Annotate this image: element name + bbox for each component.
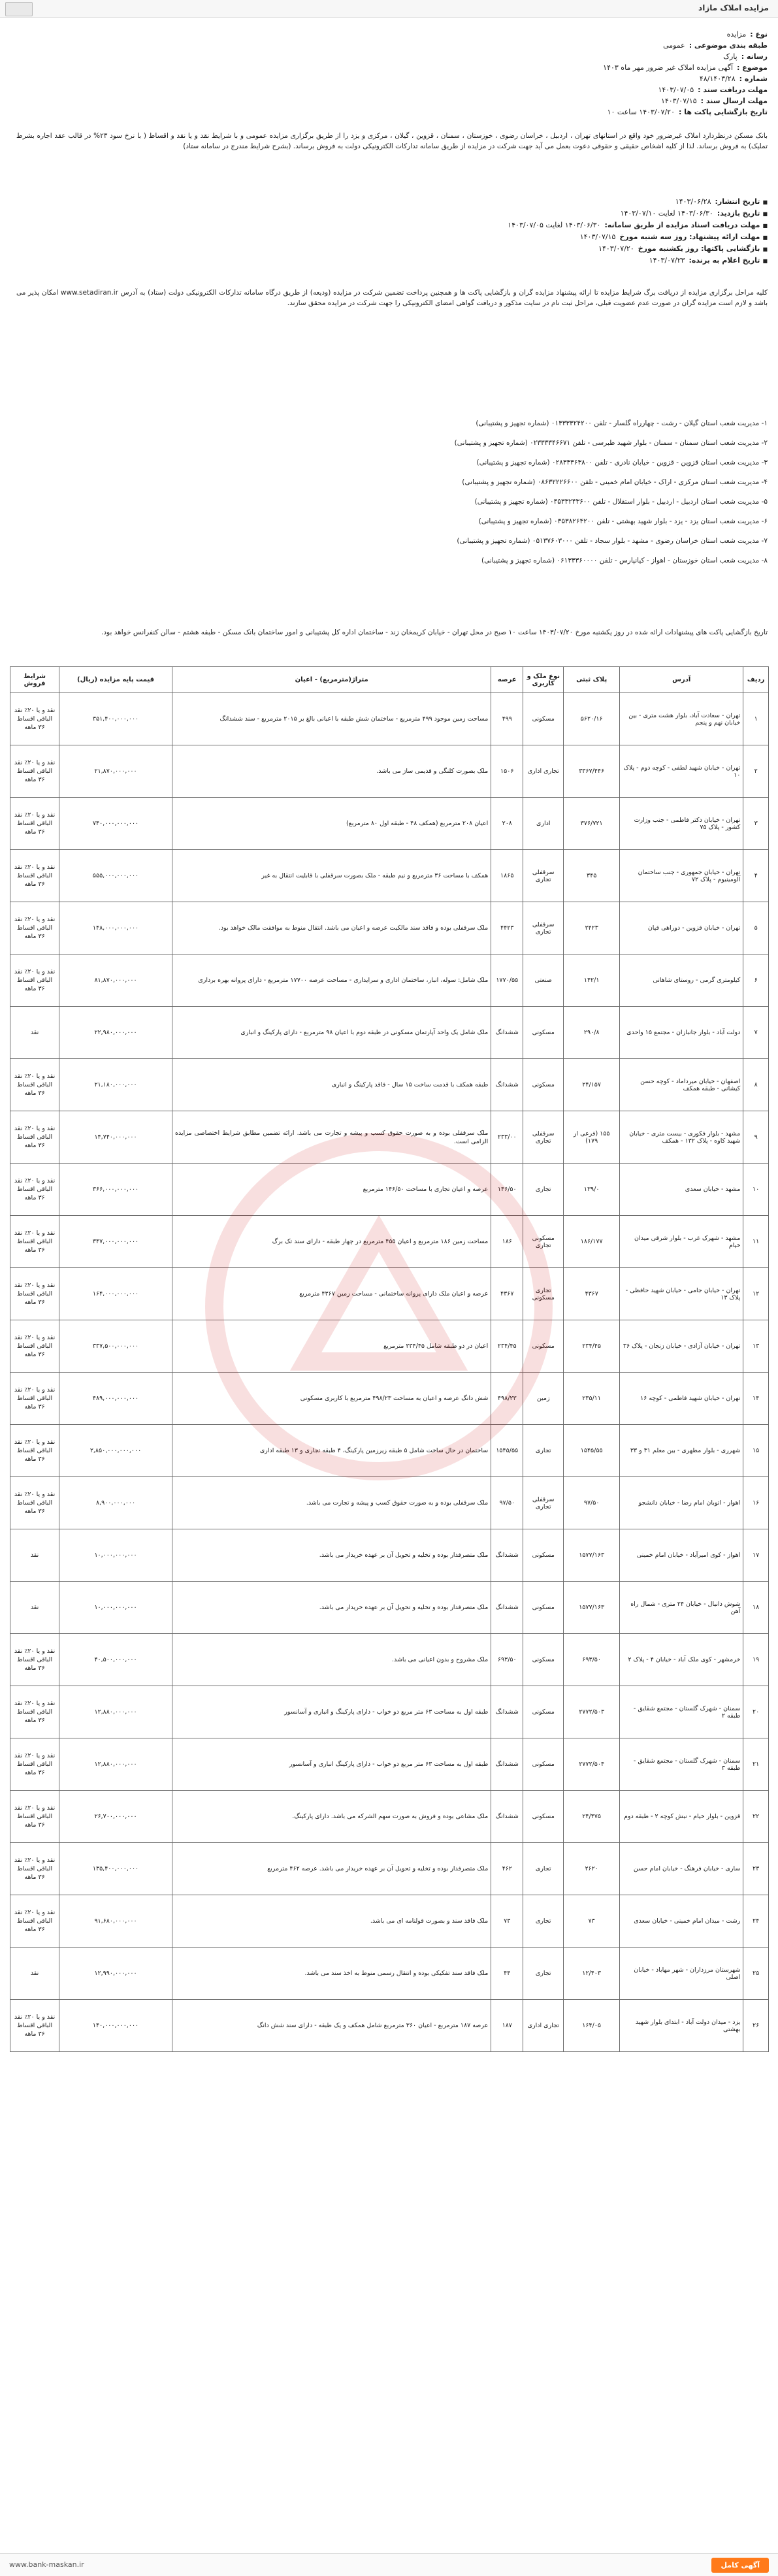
cell-build: طبقه همکف با قدمت ساخت ۱۵ سال - فاقد پارکینگ و انباری bbox=[172, 1059, 491, 1111]
cell-build: ملک فاقد سند و بصورت قولنامه ای می باشد. bbox=[172, 1895, 491, 1948]
date-row bbox=[284, 243, 768, 255]
cell-area: ۶۹۳/۵۰ bbox=[491, 1634, 523, 1686]
cell-use: مسکونی bbox=[523, 693, 564, 745]
cell-plaque: ۱۲/۴۰۳ bbox=[564, 1948, 620, 2000]
cell-terms: نقد و یا ۲۰٪ نقد الباقی اقساط ۳۶ ماهه bbox=[10, 1843, 59, 1895]
cell-build: ملک شامل: سوله، انبار، ساختمان اداری و سرایداری - مساحت عرصه ۱۷۷۰۰ مترمربع - دارای پروانه بهره برداری bbox=[172, 954, 491, 1007]
cell-addr: شوش دانیال - خیابان ۲۴ متری - شمال راه آهن bbox=[620, 1582, 743, 1634]
meta-key: طبقه بندی موضوعی : bbox=[689, 41, 768, 50]
cell-plaque: ۲۴۲۳ bbox=[564, 902, 620, 954]
cell-price: ۱۲,۸۸۰,۰۰۰,۰۰۰ bbox=[59, 1738, 172, 1791]
date-key: ■ تاریخ انتشار: bbox=[715, 196, 768, 208]
cell-terms: نقد و یا ۲۰٪ نقد الباقی اقساط ۳۶ ماهه bbox=[10, 1791, 59, 1843]
cell-price: ۴۰,۵۰۰,۰۰۰,۰۰۰ bbox=[59, 1634, 172, 1686]
date-value: ۱۴۰۳/۰۶/۲۸ bbox=[675, 197, 711, 206]
table-row bbox=[10, 954, 769, 1007]
cell-build: همکف با مساحت ۳۶ مترمربع و نیم طبقه - ملک بصورت سرقفلی با قابلیت انتقال به غیر bbox=[172, 850, 491, 902]
cell-price: ۷۴۰,۰۰۰,۰۰۰,۰۰۰ bbox=[59, 798, 172, 850]
intro-paragraph: بانک مسکن درنظردارد املاک غیرضرور خود واقع در استانهای تهران ، اردبیل ، خراسان رضوی ، خوزستان ، سمنان ، قزوین ، گیلان ، مرکزی و یزد را از طریق برگزاری مزایده عمومی و با شرایط نقد و یا نقد و اقساط ( با نرخ سود ۲۳% در قالب عقد اجاره بشرط تملیک) به فروش برساند. لذا از کلیه اشخاص حقیقی و حقوقی دعوت بعمل می آید جهت شرکت در مزایده از طریق سامانه تدارکات الکترونیکی دولت به فروش برساند. (بشرح شرایط مندرج در سامانه ستاد) bbox=[16, 132, 768, 150]
meta-row bbox=[284, 84, 768, 95]
cell-num: ۱۸ bbox=[743, 1582, 769, 1634]
cell-use: صنعتی bbox=[523, 954, 564, 1007]
cell-plaque: ۲۴/۴۷۵ bbox=[564, 1791, 620, 1843]
cell-build: ساختمان در حال ساخت شامل ۵ طبقه زیرزمین پارکینگ، ۴ طبقه تجاری و ۱۳ طبقه اداری bbox=[172, 1425, 491, 1477]
cell-terms: نقد و یا ۲۰٪ نقد الباقی اقساط ۳۶ ماهه bbox=[10, 1268, 59, 1320]
cell-build: ملک مشاعی بوده و فروش به صورت سهم الشرکه می باشد. دارای پارکینگ. bbox=[172, 1791, 491, 1843]
cell-use: مسکونی bbox=[523, 1529, 564, 1582]
cell-addr: تهران - خیابان شهید فاطمی - کوچه ۱۶ bbox=[620, 1373, 743, 1425]
cell-price: ۵۵۵,۰۰۰,۰۰۰,۰۰۰ bbox=[59, 850, 172, 902]
cell-area: ۱۵۴۵/۵۵ bbox=[491, 1425, 523, 1477]
cell-plaque: ۴۳۶۷ bbox=[564, 1268, 620, 1320]
date-key: ■ مهلت ارائه پیشنهاد: روز سه شنبه مورخ bbox=[619, 231, 768, 243]
dates-list bbox=[284, 196, 768, 267]
date-row bbox=[284, 220, 768, 231]
cell-terms: نقد و یا ۲۰٪ نقد الباقی اقساط ۳۶ ماهه bbox=[10, 2000, 59, 2052]
cell-terms: نقد bbox=[10, 1007, 59, 1059]
cell-plaque: ۱۶۴/۰۵ bbox=[564, 2000, 620, 2052]
cell-terms: نقد و یا ۲۰٪ نقد الباقی اقساط ۳۶ ماهه bbox=[10, 1216, 59, 1268]
cell-price: ۱۴۸,۰۰۰,۰۰۰,۰۰۰ bbox=[59, 902, 172, 954]
cell-plaque: ۱۵۴۵/۵۵ bbox=[564, 1425, 620, 1477]
col-plaque: پلاک ثبتی bbox=[564, 667, 620, 693]
cell-build: اعیان ۲۰۸ مترمربع (همکف ۴۸ - طبقه اول ۸۰ مترمربع) bbox=[172, 798, 491, 850]
cell-terms: نقد و یا ۲۰٪ نقد الباقی اقساط ۳۶ ماهه bbox=[10, 902, 59, 954]
cell-price: ۱۲,۸۸۰,۰۰۰,۰۰۰ bbox=[59, 1686, 172, 1738]
cell-use: تجاری bbox=[523, 1164, 564, 1216]
cell-build: ملک سرقفلی بوده و به صورت حقوق کسب و پیشه و تجارت می باشد. bbox=[172, 1477, 491, 1529]
cell-num: ۱ bbox=[743, 693, 769, 745]
date-value: ۱۴۰۳/۰۷/۱۵ bbox=[579, 233, 616, 241]
cell-addr: شهرستان مرزداران - شهر مهاباد - خیابان اصلی bbox=[620, 1948, 743, 2000]
cell-build: طبقه اول به مساحت ۶۳ متر مربع دو خواب - دارای پارکینگ و انباری و آسانسور bbox=[172, 1686, 491, 1738]
meta-key: شماره : bbox=[739, 74, 768, 83]
cell-price: ۱۴۰,۰۰۰,۰۰۰,۰۰۰ bbox=[59, 2000, 172, 2052]
procedure-paragraph: کلیه مراحل برگزاری مزایده از دریافت برگ شرایط مزایده تا ارائه پیشنهاد مزایده گران و بازگشایی پاکت ها و همچنین پرداخت تضمین شرکت در مزایده (ودیعه) از طریق درگاه سامانه تدارکات الکترونیکی دولت (ستاد) به آدرس www.setadiran.ir امکان پذیر می باشد و لازم است مزایده گران در صورت عدم عضویت قبلی، مراحل ثبت نام در سایت مذکور و دریافت گواهی امضای الکترونیکی را جهت شرکت در مزایده محقق سازند. bbox=[16, 289, 768, 307]
meta-value: پارک bbox=[723, 52, 737, 61]
cell-plaque: ۲۴/۱۵۷ bbox=[564, 1059, 620, 1111]
meta-value: ۱۴۰۳/۰۷/۱۵ bbox=[660, 97, 697, 105]
contact-line: ۸- مدیریت شعب استان خوزستان - اهواز - کیانپارس - تلفن ۰۶۱۳۳۳۶۰۰۰۰ (شماره تجهیز و پشتیبانی) bbox=[481, 557, 768, 564]
cell-terms: نقد و یا ۲۰٪ نقد الباقی اقساط ۳۶ ماهه bbox=[10, 693, 59, 745]
cell-use: تجاری bbox=[523, 1895, 564, 1948]
cell-num: ۱۴ bbox=[743, 1373, 769, 1425]
contact-line: ۱- مدیریت شعب استان گیلان - رشت - چهارراه گلسار - تلفن ۰۱۳۳۳۳۲۴۲۰۰ (شماره تجهیز و پشتیبانی) bbox=[476, 419, 768, 427]
cell-price: ۲,۸۵۰,۰۰۰,۰۰۰,۰۰۰ bbox=[59, 1425, 172, 1477]
table-row bbox=[10, 1843, 769, 1895]
cell-build: ملک شامل یک واحد آپارتمان مسکونی در طبقه دوم با اعیان ۹۸ مترمربع - دارای پارکینگ و انباری bbox=[172, 1007, 491, 1059]
cell-terms: نقد و یا ۲۰٪ نقد الباقی اقساط ۳۶ ماهه bbox=[10, 850, 59, 902]
meta-key: رسانه : bbox=[741, 52, 768, 61]
cell-price: ۸۱,۸۷۰,۰۰۰,۰۰۰ bbox=[59, 954, 172, 1007]
cell-plaque: ۱۵۷۷/۱۶۳ bbox=[564, 1529, 620, 1582]
cell-price: ۳۴۷,۰۰۰,۰۰۰,۰۰۰ bbox=[59, 1216, 172, 1268]
meta-row bbox=[284, 106, 768, 118]
cell-use: سرقفلی تجاری bbox=[523, 1477, 564, 1529]
contact-line: ۳- مدیریت شعب استان قزوین - قزوین - خیابان نادری - تلفن ۰۲۸۳۳۳۶۳۸۰۰ (شماره تجهیز و پشتیبانی) bbox=[476, 459, 768, 466]
cell-use: مسکونی bbox=[523, 1686, 564, 1738]
cell-use: سرقفلی تجاری bbox=[523, 1111, 564, 1164]
table-row bbox=[10, 745, 769, 798]
cell-terms: نقد bbox=[10, 1948, 59, 2000]
cell-num: ۱۱ bbox=[743, 1216, 769, 1268]
meta-row bbox=[284, 29, 768, 40]
cell-terms: نقد و یا ۲۰٪ نقد الباقی اقساط ۳۶ ماهه bbox=[10, 1425, 59, 1477]
cell-num: ۳ bbox=[743, 798, 769, 850]
cell-area: ششدانگ bbox=[491, 1529, 523, 1582]
cell-num: ۸ bbox=[743, 1059, 769, 1111]
meta-value: ۱۴۰۳/۰۷/۰۵ bbox=[658, 86, 694, 94]
date-value: ۱۴۰۳/۰۶/۳۰ لغایت ۱۴۰۳/۰۷/۰۵ bbox=[508, 221, 601, 229]
cell-num: ۲۱ bbox=[743, 1738, 769, 1791]
cell-build: عرصه ۱۸۷ مترمربع - اعیان ۳۶۰ مترمربع شامل همکف و یک طبقه - دارای سند شش دانگ bbox=[172, 2000, 491, 2052]
meta-row bbox=[284, 62, 768, 73]
cell-addr: تهران - سعادت آباد، بلوار هشت متری - بین خیابان نهم و پنجم bbox=[620, 693, 743, 745]
cell-terms: نقد و یا ۲۰٪ نقد الباقی اقساط ۳۶ ماهه bbox=[10, 798, 59, 850]
footer-url[interactable]: www.bank-maskan.ir bbox=[9, 2560, 84, 2569]
cell-addr: تهران - خیابان جامی - خیابان شهید حافظی - پلاک ۱۳ bbox=[620, 1268, 743, 1320]
cell-num: ۱۷ bbox=[743, 1529, 769, 1582]
cell-num: ۷ bbox=[743, 1007, 769, 1059]
cell-num: ۱۹ bbox=[743, 1634, 769, 1686]
table-row bbox=[10, 1634, 769, 1686]
cell-num: ۲۴ bbox=[743, 1895, 769, 1948]
cell-area: ۷۳ bbox=[491, 1895, 523, 1948]
table-row bbox=[10, 902, 769, 954]
cell-price: ۹۱,۶۸۰,۰۰۰,۰۰۰ bbox=[59, 1895, 172, 1948]
cell-addr: تهران - خیابان قزوین - دوراهی قپان bbox=[620, 902, 743, 954]
cell-plaque: ۷۳ bbox=[564, 1895, 620, 1948]
date-value: ۱۴۰۳/۰۶/۳۰ لغایت ۱۴۰۳/۰۷/۱۰ bbox=[620, 209, 713, 218]
watermark-logo-icon bbox=[196, 1124, 562, 1490]
cell-terms: نقد و یا ۲۰٪ نقد الباقی اقساط ۳۶ ماهه bbox=[10, 1634, 59, 1686]
cell-build: شش دانگ عرصه و اعیان به مساحت ۴۹۸/۲۳ مترمربع با کاربری مسکونی bbox=[172, 1373, 491, 1425]
cell-area: ۹۷/۵۰ bbox=[491, 1477, 523, 1529]
date-key: ■ تاریخ اعلام به برنده: bbox=[689, 255, 768, 267]
cell-price: ۱۶۴,۰۰۰,۰۰۰,۰۰۰ bbox=[59, 1268, 172, 1320]
cell-num: ۲۳ bbox=[743, 1843, 769, 1895]
cell-plaque: ۲۳۴/۴۵ bbox=[564, 1320, 620, 1373]
cell-area: ششدانگ bbox=[491, 1059, 523, 1111]
cell-addr: اهواز - اتوبان امام رضا - خیابان دانشجو bbox=[620, 1477, 743, 1529]
cell-area: ۱۴۶/۵۰ bbox=[491, 1164, 523, 1216]
table-row bbox=[10, 1791, 769, 1843]
cell-use: زمین bbox=[523, 1373, 564, 1425]
table-row bbox=[10, 850, 769, 902]
cell-addr: اهواز - کوی امیرآباد - خیابان امام خمینی bbox=[620, 1529, 743, 1582]
date-key: ■ بازگشایی پاکتها: روز یکشنبه مورخ bbox=[638, 243, 768, 255]
cell-price: ۱۰,۰۰۰,۰۰۰,۰۰۰ bbox=[59, 1529, 172, 1582]
cell-plaque: ۳۷۶/۷۲۱ bbox=[564, 798, 620, 850]
cell-area: ۴۹۹ bbox=[491, 693, 523, 745]
cell-area: ۱۵۰۶ bbox=[491, 745, 523, 798]
cell-addr: سمنان - شهرک گلستان - مجتمع شقایق - طبقه ۳ bbox=[620, 1738, 743, 1791]
date-row bbox=[284, 208, 768, 220]
cell-price: ۸,۹۰۰,۰۰۰,۰۰۰ bbox=[59, 1477, 172, 1529]
contact-line: ۲- مدیریت شعب استان سمنان - سمنان - بلوار شهید طبرسی - تلفن ۰۲۳۳۳۳۴۶۶۷۱ (شماره تجهیز و پشتیبانی) bbox=[454, 439, 768, 447]
cell-plaque: ۲۷۷۲/۵۰۴ bbox=[564, 1738, 620, 1791]
cell-area: ۲۳۴/۴۵ bbox=[491, 1320, 523, 1373]
table-row bbox=[10, 1686, 769, 1738]
col-area: عرصه bbox=[491, 667, 523, 693]
cell-addr: تهران - خیابان دکتر فاطمی - جنب وزارت کشور - پلاک ۷۵ bbox=[620, 798, 743, 850]
table-row bbox=[10, 693, 769, 745]
cell-plaque: ۱۵۵ (فرعی از ۱۷۹) bbox=[564, 1111, 620, 1164]
cell-terms: نقد bbox=[10, 1582, 59, 1634]
cell-plaque: ۳۳۶۷/۴۴۶ bbox=[564, 745, 620, 798]
meta-key: مهلت ارسال سند : bbox=[700, 97, 768, 105]
cell-area: ۲۰۸ bbox=[491, 798, 523, 850]
col-use: نوع ملک و کاربری bbox=[523, 667, 564, 693]
table-row bbox=[10, 1529, 769, 1582]
cell-build: طبقه اول به مساحت ۶۳ متر مربع دو خواب - دارای پارکینگ انباری و آسانسور bbox=[172, 1738, 491, 1791]
meta-key: مهلت دریافت سند : bbox=[698, 86, 768, 94]
meta-key: موضوع : bbox=[737, 63, 768, 72]
cell-addr: اصفهان - خیابان میرداماد - کوچه حسن کیشانی - طبقه همکف bbox=[620, 1059, 743, 1111]
cell-plaque: ۶۹۳/۵۰ bbox=[564, 1634, 620, 1686]
cell-plaque: ۲۹۰/۸ bbox=[564, 1007, 620, 1059]
date-value: ۱۴۰۳/۰۷/۲۳ bbox=[649, 256, 685, 265]
cell-terms: نقد و یا ۲۰٪ نقد الباقی اقساط ۳۶ ماهه bbox=[10, 745, 59, 798]
cell-addr: کیلومتری گرمی - روستای شاهانی bbox=[620, 954, 743, 1007]
cell-addr: مشهد - خیابان سعدی bbox=[620, 1164, 743, 1216]
cell-addr: ساری - خیابان فرهنگ - خیابان امام حسن bbox=[620, 1843, 743, 1895]
cell-price: ۴۸۹,۰۰۰,۰۰۰,۰۰۰ bbox=[59, 1373, 172, 1425]
cell-plaque: ۲۳۵/۱۱ bbox=[564, 1373, 620, 1425]
cell-price: ۱۰,۰۰۰,۰۰۰,۰۰۰ bbox=[59, 1582, 172, 1634]
cell-use: تجاری مسکونی bbox=[523, 1268, 564, 1320]
cell-area: ۱۸۶ bbox=[491, 1216, 523, 1268]
cell-plaque: ۱۴۲/۱ bbox=[564, 954, 620, 1007]
table-row bbox=[10, 2000, 769, 2052]
cell-use: تجاری bbox=[523, 1843, 564, 1895]
col-price: قیمت پایه مزایده (ریال) bbox=[59, 667, 172, 693]
meta-row bbox=[284, 73, 768, 84]
cell-plaque: ۲۷۷۲/۵۰۳ bbox=[564, 1686, 620, 1738]
date-row bbox=[284, 196, 768, 208]
cell-addr: سمنان - شهرک گلستان - مجتمع شقایق - طبقه ۲ bbox=[620, 1686, 743, 1738]
cell-price: ۱۲,۹۹۰,۰۰۰,۰۰۰ bbox=[59, 1948, 172, 2000]
contact-line: ۶- مدیریت شعب استان یزد - یزد - بلوار شهید بهشتی - تلفن ۰۳۵۳۸۲۶۴۲۰۰ (شماره تجهیز و پشتیبانی) bbox=[478, 517, 768, 525]
table-row bbox=[10, 1059, 769, 1111]
date-key: ■ مهلت دریافت اسناد مزایده از طریق سامانه: bbox=[604, 220, 768, 231]
cell-addr: شهرری - بلوار مطهری - بین معلم ۳۱ و ۳۳ bbox=[620, 1425, 743, 1477]
cell-num: ۴ bbox=[743, 850, 769, 902]
cell-addr: یزد - میدان دولت آباد - ابتدای بلوار شهید بهشتی bbox=[620, 2000, 743, 2052]
cell-price: ۲۱,۱۸۰,۰۰۰,۰۰۰ bbox=[59, 1059, 172, 1111]
cell-build: ملک متصرفدار بوده و تخلیه و تحویل آن بر عهده خریدار می باشد. bbox=[172, 1582, 491, 1634]
table-row bbox=[10, 1582, 769, 1634]
cell-price: ۳۳۷,۵۰۰,۰۰۰,۰۰۰ bbox=[59, 1320, 172, 1373]
col-addr: آدرس bbox=[620, 667, 743, 693]
cell-use: تجاری اداری bbox=[523, 745, 564, 798]
contact-line: ۷- مدیریت شعب استان خراسان رضوی - مشهد - بلوار سجاد - تلفن ۰۵۱۳۷۶۰۳۰۰۰ (شماره تجهیز و پشتیبانی) bbox=[457, 537, 768, 545]
meta-row bbox=[284, 51, 768, 62]
cell-terms: نقد و یا ۲۰٪ نقد الباقی اقساط ۳۶ ماهه bbox=[10, 1477, 59, 1529]
cell-num: ۲۵ bbox=[743, 1948, 769, 2000]
full-notice-button[interactable]: آگهی کامل bbox=[711, 2558, 769, 2573]
cell-use: مسکونی تجاری bbox=[523, 1216, 564, 1268]
cell-build: ملک متصرفدار بوده و تخلیه و تحویل آن بر عهده خریدار می باشد. عرصه ۴۶۲ مترمربع bbox=[172, 1843, 491, 1895]
cell-build: ملک بصورت کلنگی و قدیمی ساز می باشد. bbox=[172, 745, 491, 798]
meta-row bbox=[284, 40, 768, 51]
cell-num: ۲ bbox=[743, 745, 769, 798]
cell-area: ششدانگ bbox=[491, 1686, 523, 1738]
cell-price: ۳۶۶,۰۰۰,۰۰۰,۰۰۰ bbox=[59, 1164, 172, 1216]
meta-value: ۴۸/۱۴۰۳/۲۸ bbox=[699, 74, 736, 83]
col-terms: شرایط فروش bbox=[10, 667, 59, 693]
cell-num: ۲۶ bbox=[743, 2000, 769, 2052]
cell-build: ملک سرقفلی بوده و به صورت حقوق کسب و پیشه و تجارت می باشد. ارائه تضمین مطابق شرایط اختصاصی مزایده الزامی است. bbox=[172, 1111, 491, 1164]
cell-area: ششدانگ bbox=[491, 1007, 523, 1059]
cell-terms: نقد bbox=[10, 1529, 59, 1582]
cell-num: ۹ bbox=[743, 1111, 769, 1164]
cell-use: تجاری اداری bbox=[523, 2000, 564, 2052]
table-row bbox=[10, 1895, 769, 1948]
cell-terms: نقد و یا ۲۰٪ نقد الباقی اقساط ۳۶ ماهه bbox=[10, 1686, 59, 1738]
cell-plaque: ۳۴۵ bbox=[564, 850, 620, 902]
table-row bbox=[10, 1948, 769, 2000]
cell-terms: نقد و یا ۲۰٪ نقد الباقی اقساط ۳۶ ماهه bbox=[10, 1164, 59, 1216]
cell-price: ۲۱,۸۷۰,۰۰۰,۰۰۰ bbox=[59, 745, 172, 798]
cell-addr: مشهد - شهرک غرب - بلوار شرقی میدان خیام bbox=[620, 1216, 743, 1268]
cell-num: ۲۰ bbox=[743, 1686, 769, 1738]
cell-addr: دولت آباد - بلوار جانبازان - مجتمع ۱۵ واحدی bbox=[620, 1007, 743, 1059]
cell-use: تجاری bbox=[523, 1425, 564, 1477]
site-title: مزایده املاک مازاد bbox=[698, 3, 769, 12]
cell-num: ۵ bbox=[743, 902, 769, 954]
cell-use: اداری bbox=[523, 798, 564, 850]
cell-use: مسکونی bbox=[523, 1582, 564, 1634]
cell-build: عرصه و اعیان ملک دارای پروانه ساختمانی - مساحت زمین ۴۳۶۷ مترمربع bbox=[172, 1268, 491, 1320]
cell-plaque: ۲۶۲۰ bbox=[564, 1843, 620, 1895]
cell-area: ششدانگ bbox=[491, 1582, 523, 1634]
cell-area: ششدانگ bbox=[491, 1738, 523, 1791]
cell-terms: نقد و یا ۲۰٪ نقد الباقی اقساط ۳۶ ماهه bbox=[10, 1111, 59, 1164]
cell-plaque: ۱۵۷۷/۱۶۳ bbox=[564, 1582, 620, 1634]
date-key: ■ تاریخ بازدید: bbox=[717, 208, 768, 220]
cell-num: ۱۰ bbox=[743, 1164, 769, 1216]
meta-value: مزایده bbox=[726, 30, 747, 39]
top-bar bbox=[0, 0, 778, 18]
cell-num: ۲۲ bbox=[743, 1791, 769, 1843]
meta-value: ۱۴۰۳/۰۷/۲۰ ساعت ۱۰ bbox=[607, 108, 675, 116]
meta-row bbox=[284, 95, 768, 106]
cell-addr: تهران - خیابان جمهوری - جنب ساختمان آلومینیوم - پلاک ۷۲ bbox=[620, 850, 743, 902]
meta-value: آگهی مزایده املاک غیر ضرور مهر ماه ۱۴۰۳ bbox=[603, 63, 734, 72]
table-row bbox=[10, 1007, 769, 1059]
cell-plaque: ۵۶۲۰/۱۶ bbox=[564, 693, 620, 745]
cell-price: ۳۵۱,۴۰۰,۰۰۰,۰۰۰ bbox=[59, 693, 172, 745]
cell-addr: مشهد - بلوار فکوری - بیست متری - خیابان شهید کاوه - پلاک ۱۳۲ - همکف bbox=[620, 1111, 743, 1164]
cell-use: تجاری bbox=[523, 1948, 564, 2000]
cell-terms: نقد و یا ۲۰٪ نقد الباقی اقساط ۳۶ ماهه bbox=[10, 1738, 59, 1791]
cell-build: مساحت زمین ۱۸۶ مترمربع و اعیان ۴۵۵ مترمربع در چهار طبقه - دارای سند تک برگ bbox=[172, 1216, 491, 1268]
cell-use: مسکونی bbox=[523, 1791, 564, 1843]
cell-terms: نقد و یا ۲۰٪ نقد الباقی اقساط ۳۶ ماهه bbox=[10, 1373, 59, 1425]
cell-build: عرصه و اعیان تجاری با مساحت ۱۴۶/۵۰ مترمربع bbox=[172, 1164, 491, 1216]
date-row bbox=[284, 231, 768, 243]
cell-num: ۱۶ bbox=[743, 1477, 769, 1529]
cell-plaque: ۱۳۹/۰ bbox=[564, 1164, 620, 1216]
cell-build: مساحت زمین موجود ۴۹۹ مترمربع - ساختمان شش طبقه با اعیانی بالغ بر ۲۰۱۵ مترمربع - سند ششدانگ bbox=[172, 693, 491, 745]
cell-build: ملک فاقد سند تفکیکی بوده و انتقال رسمی منوط به اخذ سند می باشد. bbox=[172, 1948, 491, 2000]
contact-line: ۵- مدیریت شعب استان اردبیل - اردبیل - بلوار استقلال - تلفن ۰۴۵۳۳۲۴۳۶۰۰ (شماره تجهیز و پشتیبانی) bbox=[474, 498, 768, 506]
cell-area: ۱۸۶۵ bbox=[491, 850, 523, 902]
meta-key: نوع : bbox=[750, 30, 768, 39]
date-value: ۱۴۰۳/۰۷/۲۰ bbox=[598, 244, 634, 253]
cell-build: اعیان در دو طبقه شامل ۲۳۴/۴۵ مترمربع bbox=[172, 1320, 491, 1373]
cell-use: سرقفلی تجاری bbox=[523, 850, 564, 902]
cell-build: ملک سرقفلی بوده و فاقد سند مالکیت عرصه و اعیان می باشد. انتقال منوط به موافقت مالک خواهد بود. bbox=[172, 902, 491, 954]
contacts-list bbox=[16, 418, 768, 575]
cell-use: مسکونی bbox=[523, 1007, 564, 1059]
cell-terms: نقد و یا ۲۰٪ نقد الباقی اقساط ۳۶ ماهه bbox=[10, 1895, 59, 1948]
cell-area: ۱۷۷۰/۵۵ bbox=[491, 954, 523, 1007]
cell-addr: رشت - میدان امام خمینی - خیابان سعدی bbox=[620, 1895, 743, 1948]
cell-use: مسکونی bbox=[523, 1634, 564, 1686]
cell-area: ۴۶۲ bbox=[491, 1843, 523, 1895]
opening-paragraph: تاریخ بازگشایی پاکت های پیشنهادات ارائه شده در روز یکشنبه مورخ ۱۴۰۳/۰۷/۲۰ ساعت ۱۰ صبح در محل تهران - خیابان کریمخان زند - ساختمان اداره کل پشتیبانی و امور ساختمان بانک مسکن - طبقه هشتم - سالن کنفرانس خواهد بود. bbox=[101, 628, 768, 636]
cell-use: سرقفلی تجاری bbox=[523, 902, 564, 954]
cell-use: مسکونی bbox=[523, 1059, 564, 1111]
cell-area: ۲۳۳/۰۰ bbox=[491, 1111, 523, 1164]
cell-price: ۱۴,۷۴۰,۰۰۰,۰۰۰ bbox=[59, 1111, 172, 1164]
cell-build: ملک مشروح و بدون اعیانی می باشد. bbox=[172, 1634, 491, 1686]
date-row bbox=[284, 255, 768, 267]
cell-plaque: ۹۷/۵۰ bbox=[564, 1477, 620, 1529]
cell-num: ۱۵ bbox=[743, 1425, 769, 1477]
cell-num: ۶ bbox=[743, 954, 769, 1007]
col-build: متراژ(مترمربع) - اعیان bbox=[172, 667, 491, 693]
cell-num: ۱۲ bbox=[743, 1268, 769, 1320]
cell-addr: قزوین - بلوار خیام - نبش کوچه ۲ - طبقه دوم bbox=[620, 1791, 743, 1843]
table-row bbox=[10, 798, 769, 850]
cell-build: ملک متصرفدار بوده و تخلیه و تحویل آن بر عهده خریدار می باشد. bbox=[172, 1529, 491, 1582]
cell-addr: خرمشهر - کوی ملک آباد - خیابان ۴ - پلاک ۲ bbox=[620, 1634, 743, 1686]
cell-use: مسکونی bbox=[523, 1738, 564, 1791]
cell-area: ۴۴ bbox=[491, 1948, 523, 2000]
cell-addr: تهران - خیابان آزادی - خیابان زنجان - پلاک ۳۶ bbox=[620, 1320, 743, 1373]
notice-meta bbox=[284, 29, 768, 118]
contact-line: ۴- مدیریت شعب استان مرکزی - اراک - خیابان امام خمینی - تلفن ۰۸۶۳۲۲۲۶۶۰۰ (شماره تجهیز و پشتیبانی) bbox=[462, 478, 768, 486]
cell-terms: نقد و یا ۲۰٪ نقد الباقی اقساط ۳۶ ماهه bbox=[10, 954, 59, 1007]
footer bbox=[0, 2553, 778, 2576]
meta-value: عمومی bbox=[663, 41, 685, 50]
cell-price: ۱۳۵,۴۰۰,۰۰۰,۰۰۰ bbox=[59, 1843, 172, 1895]
cell-area: ۴۹۸/۲۳ bbox=[491, 1373, 523, 1425]
cell-price: ۲۲,۹۸۰,۰۰۰,۰۰۰ bbox=[59, 1007, 172, 1059]
table-row bbox=[10, 1738, 769, 1791]
site-logo[interactable] bbox=[5, 2, 33, 16]
cell-addr: تهران - خیابان شهید لطفی - کوچه دوم - پلاک ۱۰ bbox=[620, 745, 743, 798]
cell-plaque: ۱۸۶/۱۷۷ bbox=[564, 1216, 620, 1268]
cell-price: ۲۶,۷۰۰,۰۰۰,۰۰۰ bbox=[59, 1791, 172, 1843]
cell-area: ۴۳۶۷ bbox=[491, 1268, 523, 1320]
cell-area: ۴۴۲۳ bbox=[491, 902, 523, 954]
cell-terms: نقد و یا ۲۰٪ نقد الباقی اقساط ۳۶ ماهه bbox=[10, 1320, 59, 1373]
meta-key: تاریخ بازگشایی پاکت ها : bbox=[678, 108, 768, 116]
cell-area: ششدانگ bbox=[491, 1791, 523, 1843]
cell-use: مسکونی bbox=[523, 1320, 564, 1373]
cell-area: ۱۸۷ bbox=[491, 2000, 523, 2052]
cell-num: ۱۳ bbox=[743, 1320, 769, 1373]
cell-terms: نقد و یا ۲۰٪ نقد الباقی اقساط ۳۶ ماهه bbox=[10, 1059, 59, 1111]
col-num: ردیف bbox=[743, 667, 769, 693]
